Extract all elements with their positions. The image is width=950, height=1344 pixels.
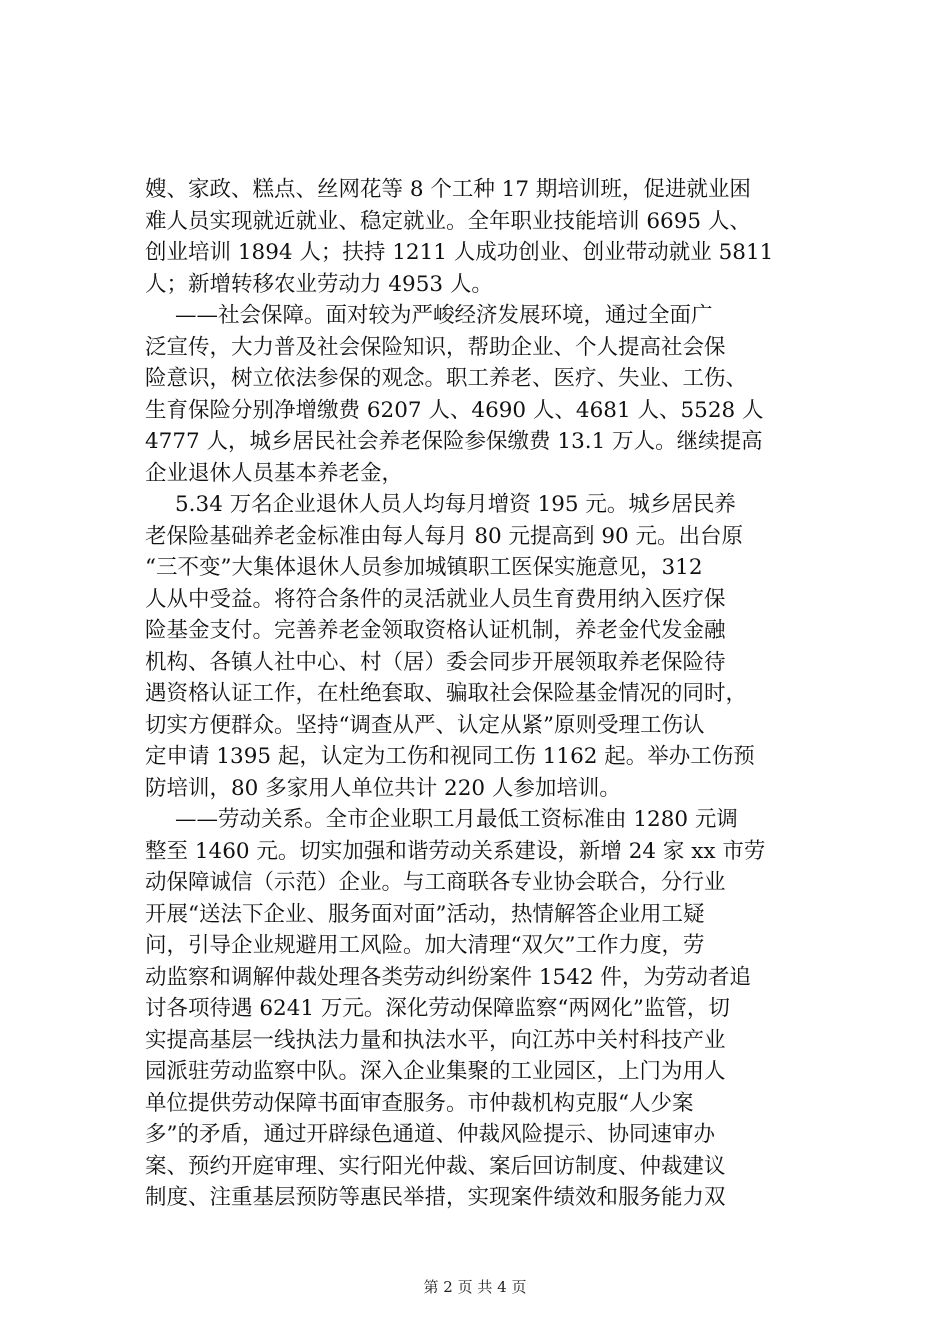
text-line: 园派驻劳动监察中队。深入企业集聚的工业园区，上门为用人 [145,1059,726,1084]
text-line: 防培训，80 多家用人单位共计 220 人参加培训。 [145,775,621,801]
text-line: 人；新增转移农业劳动力 4953 人。 [145,271,493,297]
text-line: 机构、各镇人社中心、村（居）委会同步开展领取养老保险待 [145,649,726,675]
text-line: 嫂、家政、糕点、丝网花等 8 个工种 17 期培训班，促进就业困 [145,177,751,202]
text-line: 实提高基层一线执法力量和执法水平，向江苏中关村科技产业 [145,1027,726,1053]
text-line: 难人员实现就近就业、稳定就业。全年职业技能培训 6695 人、 [145,208,751,234]
text-line: 遇资格认证工作，在杜绝套取、骗取社会保险基金情况的同时， [145,681,748,706]
text-line: 险基金支付。完善养老金领取资格认证机制，养老金代发金融 [145,618,726,643]
text-line: 定申请 1395 起，认定为工伤和视同工伤 1162 起。举办工伤预 [145,744,755,769]
text-line: 多”的矛盾，通过开辟绿色通道、仲裁风险提示、协同速审办 [145,1122,715,1147]
page-number: 第 2 页 共 4 页 [423,1278,527,1296]
text-line: 讨各项待遇 6241 万元。深化劳动保障监察“两网化”监管，切 [145,996,730,1021]
text-line: 险意识，树立依法参保的观念。职工养老、医疗、失业、工伤、 [145,366,748,391]
text-line: 制度、注重基层预防等惠民举措，实现案件绩效和服务能力双 [145,1185,726,1210]
text-line: 老保险基础养老金标准由每人每月 80 元提高到 90 元。出台原 [145,523,744,549]
text-line: 案、预约开庭审理、实行阳光仲裁、案后回访制度、仲裁建议 [145,1153,726,1179]
text-line: 开展“送法下企业、服务面对面”活动，热情解答企业用工疑 [145,901,705,927]
text-line: 动监察和调解仲裁处理各类劳动纠纷案件 1542 件，为劳动者追 [145,964,751,990]
text-line: 5.34 万名企业退休人员人均每月增资 195 元。城乡居民养 [175,492,736,517]
text-line: 生育保险分别净增缴费 6207 人、4690 人、4681 人、5528 人 [145,397,764,423]
text-line: 整至 1460 元。切实加强和谐劳动关系建设，新增 24 家 xx 市劳 [145,838,766,864]
text-line: ——劳动关系。全市企业职工月最低工资标准由 1280 元调 [175,807,738,832]
text-line: 单位提供劳动保障书面审查服务。市仲裁机构克服“人少案 [145,1090,694,1116]
text-line: 企业退休人员基本养老金， [145,460,404,486]
text-line: 切实方便群众。坚持“调查从严、认定从紧”原则受理工伤认 [145,712,705,738]
text-line: 4777 人，城乡居民社会养老保险参保缴费 13.1 万人。继续提高 [145,429,763,454]
text-line: 动保障诚信（示范）企业。与工商联各专业协会联合，分行业 [145,870,726,895]
text-line: 问，引导企业规避用工风险。加大清理“双欠”工作力度，劳 [145,933,705,958]
text-line: 创业培训 1894 人；扶持 1211 人成功创业、创业带动就业 5811 [145,240,774,265]
document-body [145,174,821,1214]
text-line: ——社会保障。面对较为严峻经济发展环境，通过全面广 [175,303,713,328]
text-line: 泛宣传，大力普及社会保险知识，帮助企业、个人提高社会保 [145,334,726,360]
text-line: 人从中受益。将符合条件的灵活就业人员生育费用纳入医疗保 [145,586,726,612]
text-line: “三不变”大集体退休人员参加城镇职工医保实施意见，312 [145,555,703,580]
